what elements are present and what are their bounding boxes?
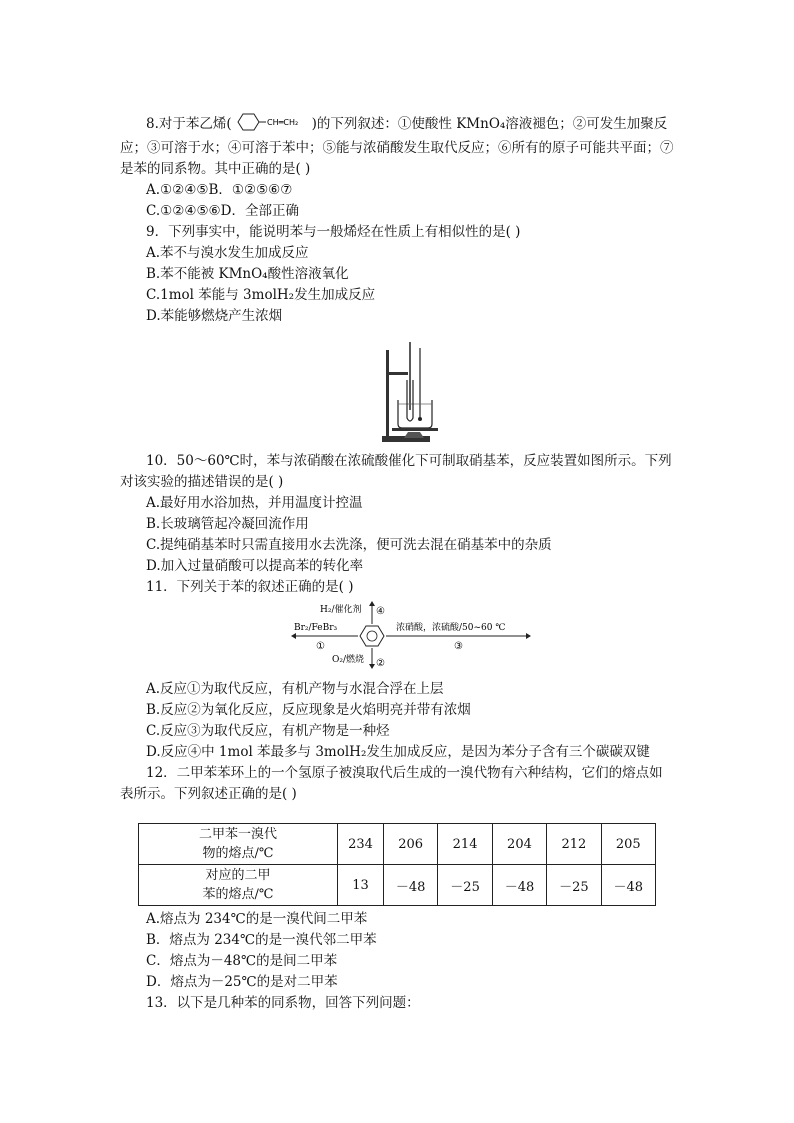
scheme-right-label: 浓硝酸，浓硫酸/50~60 ℃ xyxy=(396,623,506,633)
q11-option-c: C.反应③为取代反应，有机产物是一种烃 xyxy=(146,723,390,739)
row1-header xyxy=(139,824,338,865)
scheme-left-label: Br₂/FeBr₃ xyxy=(294,623,338,633)
scheme-top-label: H₂/催化剂 xyxy=(320,605,362,615)
table-cell: －48 xyxy=(383,865,437,906)
table-cell: －48 xyxy=(492,865,546,906)
q10-option-b: B.长玻璃管起冷凝回流作用 xyxy=(146,516,309,532)
q10-option-d: D.加入过量硝酸可以提高苯的转化率 xyxy=(146,558,364,574)
table-cell: 234 xyxy=(338,824,384,865)
row2-header xyxy=(139,865,338,906)
q12-option-d: D．熔点为－25℃的是对二甲苯 xyxy=(146,974,338,990)
table-row xyxy=(139,865,656,906)
table-row xyxy=(139,824,656,865)
q11-option-a: A.反应①为取代反应，有机产物与水混合浮在上层 xyxy=(146,681,444,697)
q8-line2: 应；③可溶于水；④可溶于苯中；⑤能与浓硝酸发生取代反应；⑥所有的原子可能共平面；⑦ xyxy=(120,140,674,156)
q11-stem: 11．下列关于苯的叙述正确的是( ) xyxy=(146,579,354,595)
table-cell: －25 xyxy=(547,865,601,906)
q12-line2: 表所示。下列叙述正确的是( ) xyxy=(120,786,297,802)
table-cell: 204 xyxy=(492,824,546,865)
q11-option-d: D.反应④中 1mol 苯最多与 3molH₂发生加成反应，是因为苯分子含有三个碳碳双键 xyxy=(146,744,650,760)
q8-option-ab: A.①②④⑤B．①②⑤⑥⑦ xyxy=(146,182,293,198)
q9-stem: 9．下列事实中，能说明苯与一般烯烃在性质上有相似性的是( ) xyxy=(146,224,521,240)
q8-line3: 是苯的同系物。其中正确的是( ) xyxy=(120,161,311,177)
scheme-top-num: ④ xyxy=(376,606,385,617)
q9-option-b: B.苯不能被 KMnO₄酸性溶液氧化 xyxy=(146,266,349,282)
row2-header-b: 苯的熔点/℃ xyxy=(202,887,274,902)
q8-option-cd: C.①②④⑤⑥D．全部正确 xyxy=(146,203,299,219)
styrene-label: CH═CH₂ xyxy=(266,118,298,127)
melting-point-table xyxy=(138,823,656,906)
scheme-left-num: ① xyxy=(316,641,325,652)
row1-header-a: 二甲苯一溴代 xyxy=(198,827,277,842)
benzene-reaction-scheme xyxy=(288,600,538,674)
table-cell: 205 xyxy=(601,824,655,865)
q8-line1-a: 8.对于苯乙烯( xyxy=(146,116,232,132)
q12-line1: 12．二甲苯苯环上的一个氢原子被溴取代后生成的一溴代物有六种结构，它们的熔点如 xyxy=(146,765,663,781)
q13-stem: 13．以下是几种苯的同系物，回答下列问题： xyxy=(146,995,420,1011)
table-cell: 214 xyxy=(438,824,492,865)
q10-line1: 10．50～60℃时，苯与浓硝酸在浓硫酸催化下可制取硝基苯，反应装置如图所示。下列 xyxy=(146,453,672,469)
q12-option-b: B．熔点为 234℃的是一溴代邻二甲苯 xyxy=(146,932,377,948)
q8-line1-b: )的下列叙述：①使酸性 KMnO₄溶液褪色；②可发生加聚反 xyxy=(311,116,668,132)
q12-option-a: A.熔点为 234℃的是一溴代间二甲苯 xyxy=(146,911,368,927)
q10-option-a: A.最好用水浴加热，并用温度计控温 xyxy=(146,495,363,511)
table-cell: 206 xyxy=(383,824,437,865)
table-cell: －25 xyxy=(438,865,492,906)
table-cell: 13 xyxy=(338,865,384,906)
q9-option-a: A.苯不与溴水发生加成反应 xyxy=(146,245,309,261)
styrene-structure xyxy=(232,112,312,137)
scheme-right-num: ③ xyxy=(454,641,463,652)
scheme-bottom-label: O₂/燃烧 xyxy=(332,655,365,665)
q10-line2: 对该实验的描述错误的是( ) xyxy=(120,474,284,490)
table-cell: 212 xyxy=(547,824,601,865)
table-cell: －48 xyxy=(601,865,655,906)
nitration-apparatus-figure xyxy=(378,340,438,449)
scheme-bottom-num: ② xyxy=(376,658,385,669)
q12-option-c: C．熔点为－48℃的是间二甲苯 xyxy=(146,953,338,969)
row2-header-a: 对应的二甲 xyxy=(205,868,271,883)
q11-option-b: B.反应②为氧化反应，反应现象是火焰明亮并带有浓烟 xyxy=(146,702,471,718)
q9-option-c: C.1mol 苯能与 3molH₂发生加成反应 xyxy=(146,287,376,303)
q8-line1 xyxy=(146,112,667,137)
q10-option-c: C.提纯硝基苯时只需直接用水去洗涤，便可洗去混在硝基苯中的杂质 xyxy=(146,537,552,553)
row1-header-b: 物的熔点/℃ xyxy=(202,846,274,861)
q9-option-d: D.苯能够燃烧产生浓烟 xyxy=(146,308,283,324)
